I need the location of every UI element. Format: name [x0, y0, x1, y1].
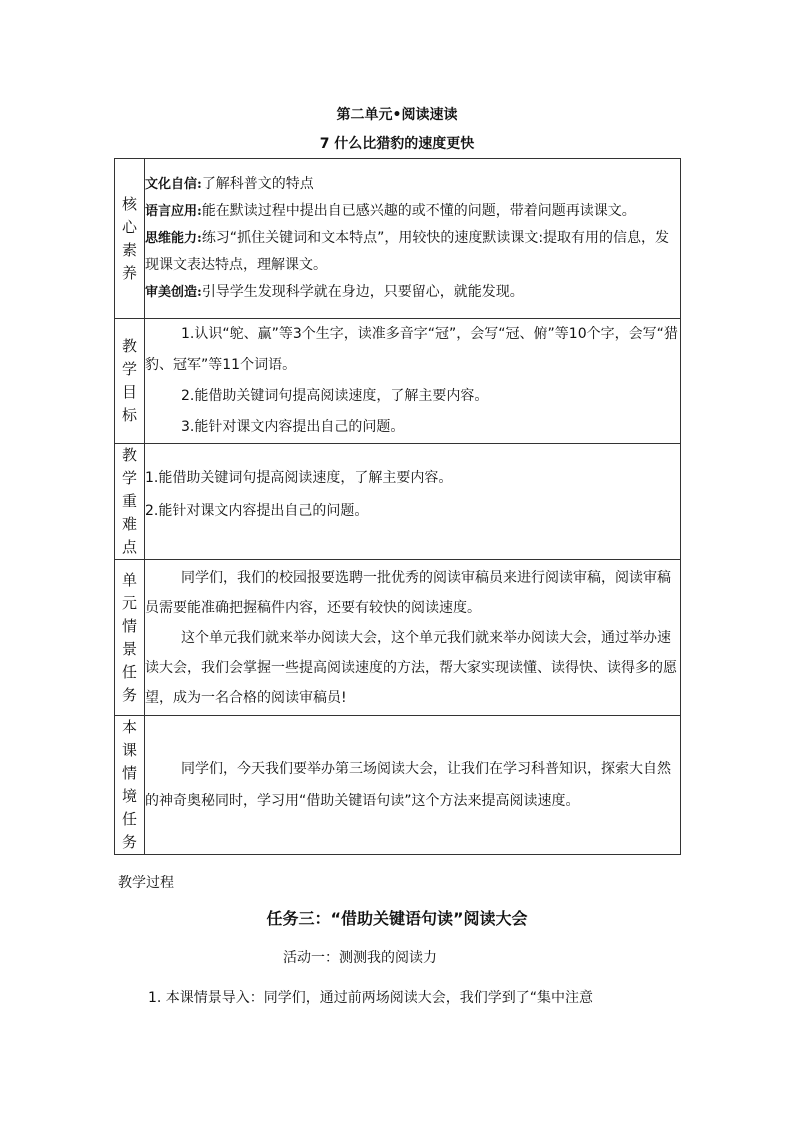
table-row-unit-task [115, 560, 681, 716]
key-point-item: 1.能借助关键词句提高阅读速度，了解主要内容。 [145, 470, 453, 486]
row-label-teaching-goals [115, 319, 145, 444]
literacy-item [145, 225, 680, 279]
table-row-core-literacy [115, 159, 681, 319]
row-content-unit-task [145, 560, 681, 716]
row-content-core-literacy [145, 159, 681, 319]
label-char: 务 [121, 833, 137, 851]
label-char: 标 [121, 406, 137, 424]
label-char: 境 [121, 787, 137, 805]
label-char: 元 [121, 593, 137, 612]
label-char: 本 [121, 718, 137, 736]
literacy-text: 了解科普文的特点 [201, 176, 314, 192]
label-char: 目 [121, 383, 137, 401]
label-char: 任 [121, 662, 137, 681]
label-char: 心 [121, 217, 137, 236]
unit-task-paragraph: 同学们，我们的校园报要选聘一批优秀的阅读审稿员来进行阅读审稿，阅读审稿员需要能准确把握稿件内容，还要有较快的阅读速度。 [145, 569, 671, 616]
label-char: 任 [121, 810, 137, 828]
goal-item: 1.认识“鸵、赢”等3个生字，读准多音字“冠”，会写“冠、俯”等10个字，会写“猎豹、冠军”等11个词语。 [145, 326, 678, 373]
literacy-item [145, 171, 680, 198]
unit-title: 第二单元•阅读速读 [336, 107, 458, 123]
label-char: 素 [121, 240, 137, 259]
label-char: 难 [121, 515, 137, 533]
label-char: 学 [121, 469, 137, 487]
row-label-key-points [115, 444, 145, 560]
row-content-teaching-goals [145, 319, 681, 444]
row-label-lesson-task [115, 716, 145, 855]
lesson-title: 7 什么比猎豹的速度更快 [319, 136, 475, 152]
table-row-teaching-goals [115, 319, 681, 444]
lesson-task-paragraph: 同学们，今天我们要举办第三场阅读大会，让我们在学习科普知识，探索大自然的神奇奥秘同时，学习用“借助关键语句读”这个方法来提高阅读速度。 [145, 761, 671, 809]
task-title: 任务三：“借助关键语句读”阅读大会 [266, 909, 528, 928]
literacy-item [145, 279, 680, 306]
key-point-item: 2.能针对课文内容提出自己的问题。 [145, 503, 369, 519]
unit-task-paragraph: 这个单元我们就来举办阅读大会，这个单元我们就来举办阅读大会，通过举办速读大会，我们会掌握一些提高阅读速度的方法，帮大家实现读懂、读得快、读得多的愿望，成为一名合格的阅读审稿员! [145, 629, 677, 706]
label-char: 点 [121, 538, 137, 556]
table-row-key-points [115, 444, 681, 560]
label-char: 教 [121, 337, 137, 355]
label-char: 情 [121, 764, 137, 782]
row-label-core-literacy [115, 159, 145, 319]
goal-item: 3.能针对课文内容提出自己的问题。 [181, 419, 405, 435]
lesson-plan-table [114, 158, 681, 855]
label-char: 教 [121, 446, 137, 464]
row-content-lesson-task [145, 716, 681, 855]
label-char: 景 [121, 639, 137, 658]
process-label: 教学过程 [118, 875, 174, 891]
literacy-lead: 审美创造: [145, 285, 202, 300]
label-char: 课 [121, 741, 137, 759]
label-char: 单 [121, 570, 137, 589]
step-1-text: 1. 本课情景导入：同学们，通过前两场阅读大会，我们学到了“集中注意 [148, 990, 594, 1006]
label-char: 学 [121, 360, 137, 378]
literacy-lead: 文化自信: [145, 177, 202, 192]
label-char: 养 [121, 263, 137, 282]
literacy-text: 练习“抓住关键词和文本特点”，用较快的速度默读课文:提取有用的信息，发现课文表达特点，理解课文。 [145, 230, 670, 273]
row-content-key-points [145, 444, 681, 560]
literacy-lead: 语言应用: [145, 204, 202, 219]
literacy-text: 引导学生发现科学就在身边，只要留心，就能发现。 [201, 284, 524, 300]
literacy-text: 能在默读过程中提出自已感兴趣的或不懂的问题，带着问题再读课文。 [201, 203, 636, 219]
literacy-lead: 思维能力: [145, 231, 202, 246]
label-char: 重 [121, 492, 137, 510]
activity-title: 活动一：测测我的阅读力 [283, 950, 437, 966]
literacy-item [145, 198, 680, 225]
label-char: 务 [121, 685, 137, 704]
goal-item: 2.能借助关键词句提高阅读速度，了解主要内容。 [181, 388, 489, 404]
table-row-lesson-task [115, 716, 681, 855]
label-char: 情 [121, 616, 137, 635]
label-char: 核 [121, 194, 137, 213]
row-label-unit-task [115, 560, 145, 716]
